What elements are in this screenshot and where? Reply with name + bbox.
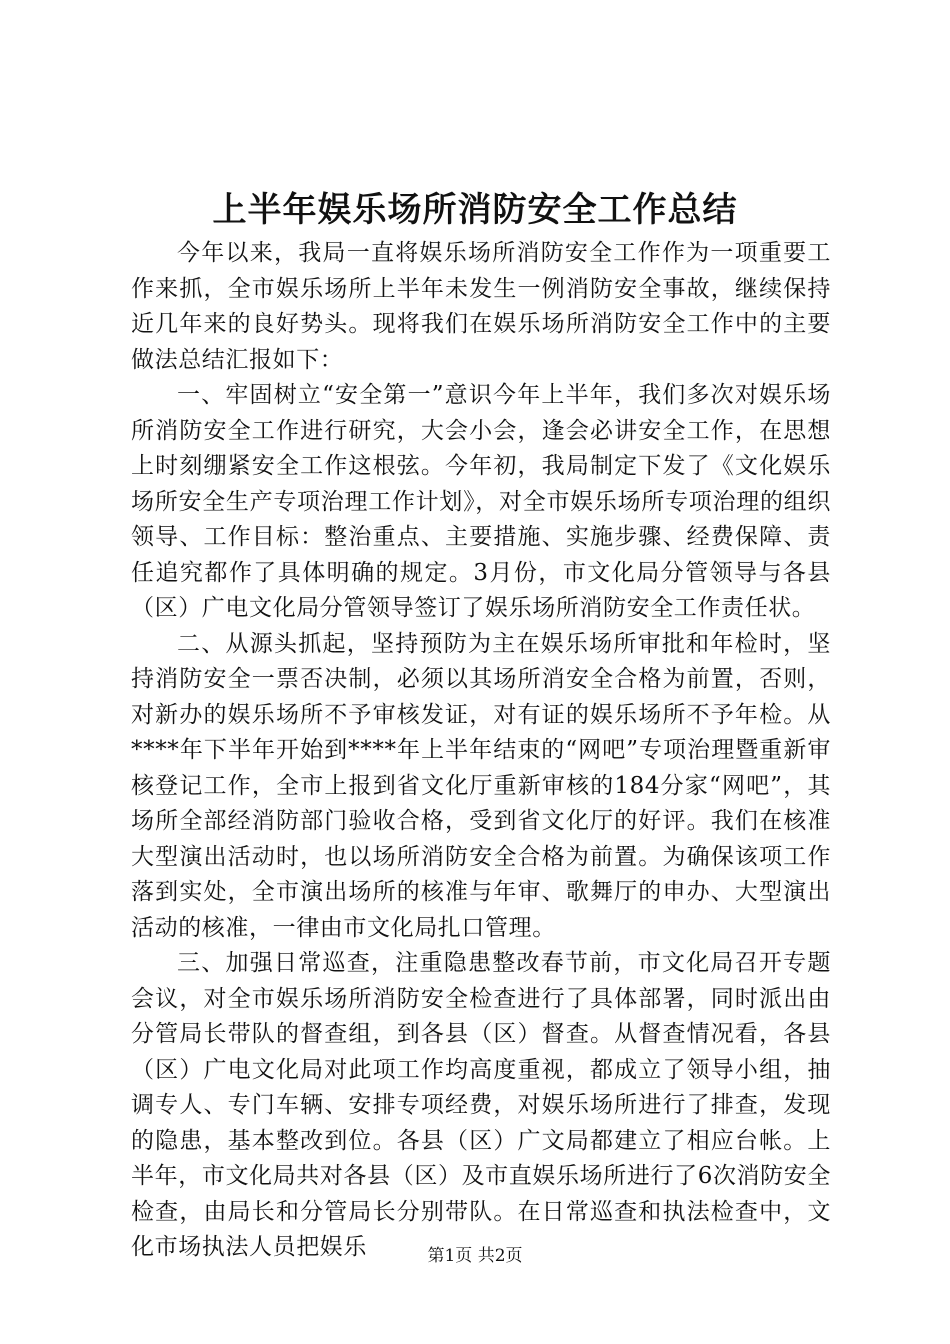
paragraph-section-3: 三、加强日常巡查，注重隐患整改春节前，市文化局召开专题会议，对全市娱乐场所消防安全检查进行了具体部署，同时派出由分管局长带队的督查组，到各县（区）督查。从督查情况看，各县（区）广电文化局对此项工作均高度重视，都成立了领导小组，抽调专人、专门车辆、安排专项经费，对娱乐场所进行了排查，发现的隐患，基本整改到位。各县（区）广文局都建立了相应台帐。上半年，市文化局共对各县（区）及市直娱乐场所进行了6次消防安全检查，由局长和分管局长分别带队。在日常巡查和执法检查中，文化市场执法人员把娱乐 (131, 950, 831, 1260)
document-body (131, 236, 831, 1266)
document-title: 上半年娱乐场所消防安全工作总结 (212, 190, 738, 230)
paragraph-section-1: 一、牢固树立“安全第一”意识今年上半年，我们多次对娱乐场所消防安全工作进行研究，大会小会，逢会必讲安全工作，在思想上时刻绷紧安全工作这根弦。今年初，我局制定下发了《文化娱乐场所安全生产专项治理工作计划》，对全市娱乐场所专项治理的组织领导、工作目标：整治重点、主要措施、实施步骤、经费保障、责任追究都作了具体明确的规定。3月份，市文化局分管领导与各县（区）广电文化局分管领导签订了娱乐场所消防安全工作责任状。 (131, 382, 831, 621)
page-number-footer: 第1页 共2页 (427, 1246, 523, 1266)
paragraph-intro: 今年以来，我局一直将娱乐场所消防安全工作作为一项重要工作来抓，全市娱乐场所上半年未发生一例消防安全事故，继续保持近几年来的良好势头。现将我们在娱乐场所消防安全工作中的主要做法总结汇报如下： (131, 240, 831, 373)
paragraph-section-2: 二、从源头抓起，坚持预防为主在娱乐场所审批和年检时，坚持消防安全一票否决制，必须以其场所消安全合格为前置，否则，对新办的娱乐场所不予审核发证，对有证的娱乐场所不予年检。从****年下半年开始到****年上半年结束的“网吧”专项治理暨重新审核登记工作，全市上报到省文化厅重新审核的184分家“网吧”，其场所全部经消防部门验收合格，受到省文化厅的好评。我们在核准大型演出活动时，也以场所消防安全合格为前置。为确保该项工作落到实处，全市演出场所的核准与年审、歌舞厅的申办、大型演出活动的核准，一律由市文化局扎口管理。 (131, 630, 831, 941)
